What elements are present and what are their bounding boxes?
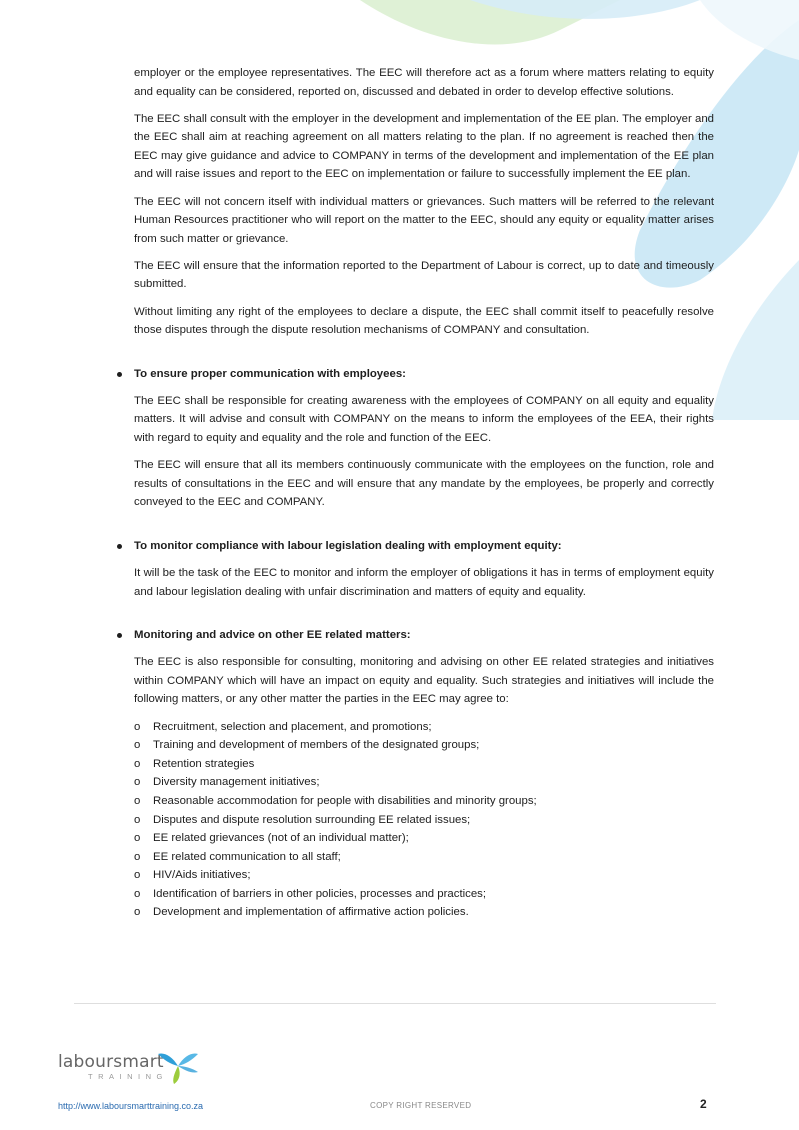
pinwheel-logo-icon <box>154 1046 202 1086</box>
circle-bullet-icon: o <box>134 813 141 826</box>
list-item: o Development and implementation of affirmative action policies. <box>134 903 714 922</box>
circle-bullet-icon: o <box>134 757 141 770</box>
circle-bullet-icon: o <box>134 850 141 863</box>
section-communication <box>134 365 714 512</box>
sub-list <box>134 718 714 923</box>
paragraph: The EEC is also responsible for consulting, monitoring and advising on other EE related strategies and initiatives within COMPANY which will have an impact on equity and equality. Such strategies and initiatives will include the following matters, or any other matter the parties in the EEC may agree to: <box>134 656 714 706</box>
section-title: Monitoring and advice on other EE related matters: <box>134 629 411 642</box>
bullet-dot-icon <box>115 626 123 645</box>
list-item: o Identification of barriers in other policies, processes and practices; <box>134 885 714 904</box>
paragraph: The EEC will not concern itself with individual matters or grievances. Such matters will be referred to the relevant Human Resources practitioner who will report on the matter to the EEC, should any equity or equality matter arises from such matter or grievance. <box>134 195 714 245</box>
list-item: o HIV/Aids initiatives; <box>134 866 714 885</box>
decor-white-cut <box>700 0 799 60</box>
footer-copyright: COPY RIGHT RESERVED <box>370 1101 472 1110</box>
document-body <box>134 64 714 922</box>
paragraph: employer or the employee representatives. The EEC will therefore act as a forum where matters relating to equity and equality can be considered, reported on, discussed and debated in order to develop effective solutions. <box>134 67 714 98</box>
footer-divider <box>74 1003 716 1004</box>
list-item: o Reasonable accommodation for people with disabilities and minority groups; <box>134 792 714 811</box>
logo-tagline: TRAINING <box>88 1072 168 1081</box>
section-compliance <box>134 537 714 601</box>
circle-bullet-icon: o <box>134 906 141 919</box>
section-title: To ensure proper communication with employees: <box>134 367 406 380</box>
paragraph: The EEC will ensure that all its members continuously communicate with the employees on the function, role and results of consultations in the EEC and will ensure that any mandate by the employees, be properly and correctly conveyed to the EEC and COMPANY. <box>134 459 714 509</box>
section-title: To monitor compliance with labour legislation dealing with employment equity: <box>134 539 562 552</box>
list-item: o EE related communication to all staff; <box>134 848 714 867</box>
section-monitoring <box>134 626 714 922</box>
list-item: o Retention strategies <box>134 755 714 774</box>
logo-wordmark: laboursmart <box>58 1052 164 1072</box>
list-item: o Recruitment, selection and placement, and promotions; <box>134 718 714 737</box>
paragraph: It will be the task of the EEC to monitor and inform the employer of obligations it has in terms of employment equity and labour legislation dealing with unfair discrimination and matters of equity and equality. <box>134 566 714 598</box>
circle-bullet-icon: o <box>134 739 141 752</box>
paragraph: The EEC shall be responsible for creating awareness with the employees of COMPANY on all equity and equality matters. It will advise and consult with COMPANY on the means to inform the employees of the EEA, their rights with regard to equity and equality and the role and function of the EEC. <box>134 394 714 444</box>
list-item: o EE related grievances (not of an individual matter); <box>134 829 714 848</box>
company-logo <box>58 1052 168 1082</box>
circle-bullet-icon: o <box>134 832 141 845</box>
circle-bullet-icon: o <box>134 720 141 733</box>
list-item: o Disputes and dispute resolution surrounding EE related issues; <box>134 811 714 830</box>
list-item: o Diversity management initiatives; <box>134 773 714 792</box>
paragraph: Without limiting any right of the employees to declare a dispute, the EEC shall commit itself to peacefully resolve those disputes through the dispute resolution mechanisms of COMPANY and consultation. <box>134 305 714 337</box>
circle-bullet-icon: o <box>134 887 141 900</box>
footer-website-link[interactable]: http://www.laboursmarttraining.co.za <box>58 1101 204 1111</box>
bullet-dot-icon <box>115 365 123 384</box>
page-number: 2 <box>700 1097 707 1111</box>
decor-blue-band <box>712 260 799 420</box>
circle-bullet-icon: o <box>134 794 141 807</box>
bullet-dot-icon <box>115 537 123 556</box>
paragraph: The EEC will ensure that the information reported to the Department of Labour is correct, up to date and timeously submitted. <box>134 259 714 291</box>
list-item: o Training and development of members of the designated groups; <box>134 736 714 755</box>
paragraph: The EEC shall consult with the employer in the development and implementation of the EE plan. The employer and the EEC shall aim at reaching agreement on all matters relating to the plan. If no agreement is reached then the EEC may give guidance and advice to COMPANY in terms of the development and implementation of the EE plan and will raise issues and report to the EEC on implementation or failure to successfully implement the EE plan. <box>134 112 714 181</box>
circle-bullet-icon: o <box>134 869 141 882</box>
circle-bullet-icon: o <box>134 776 141 789</box>
